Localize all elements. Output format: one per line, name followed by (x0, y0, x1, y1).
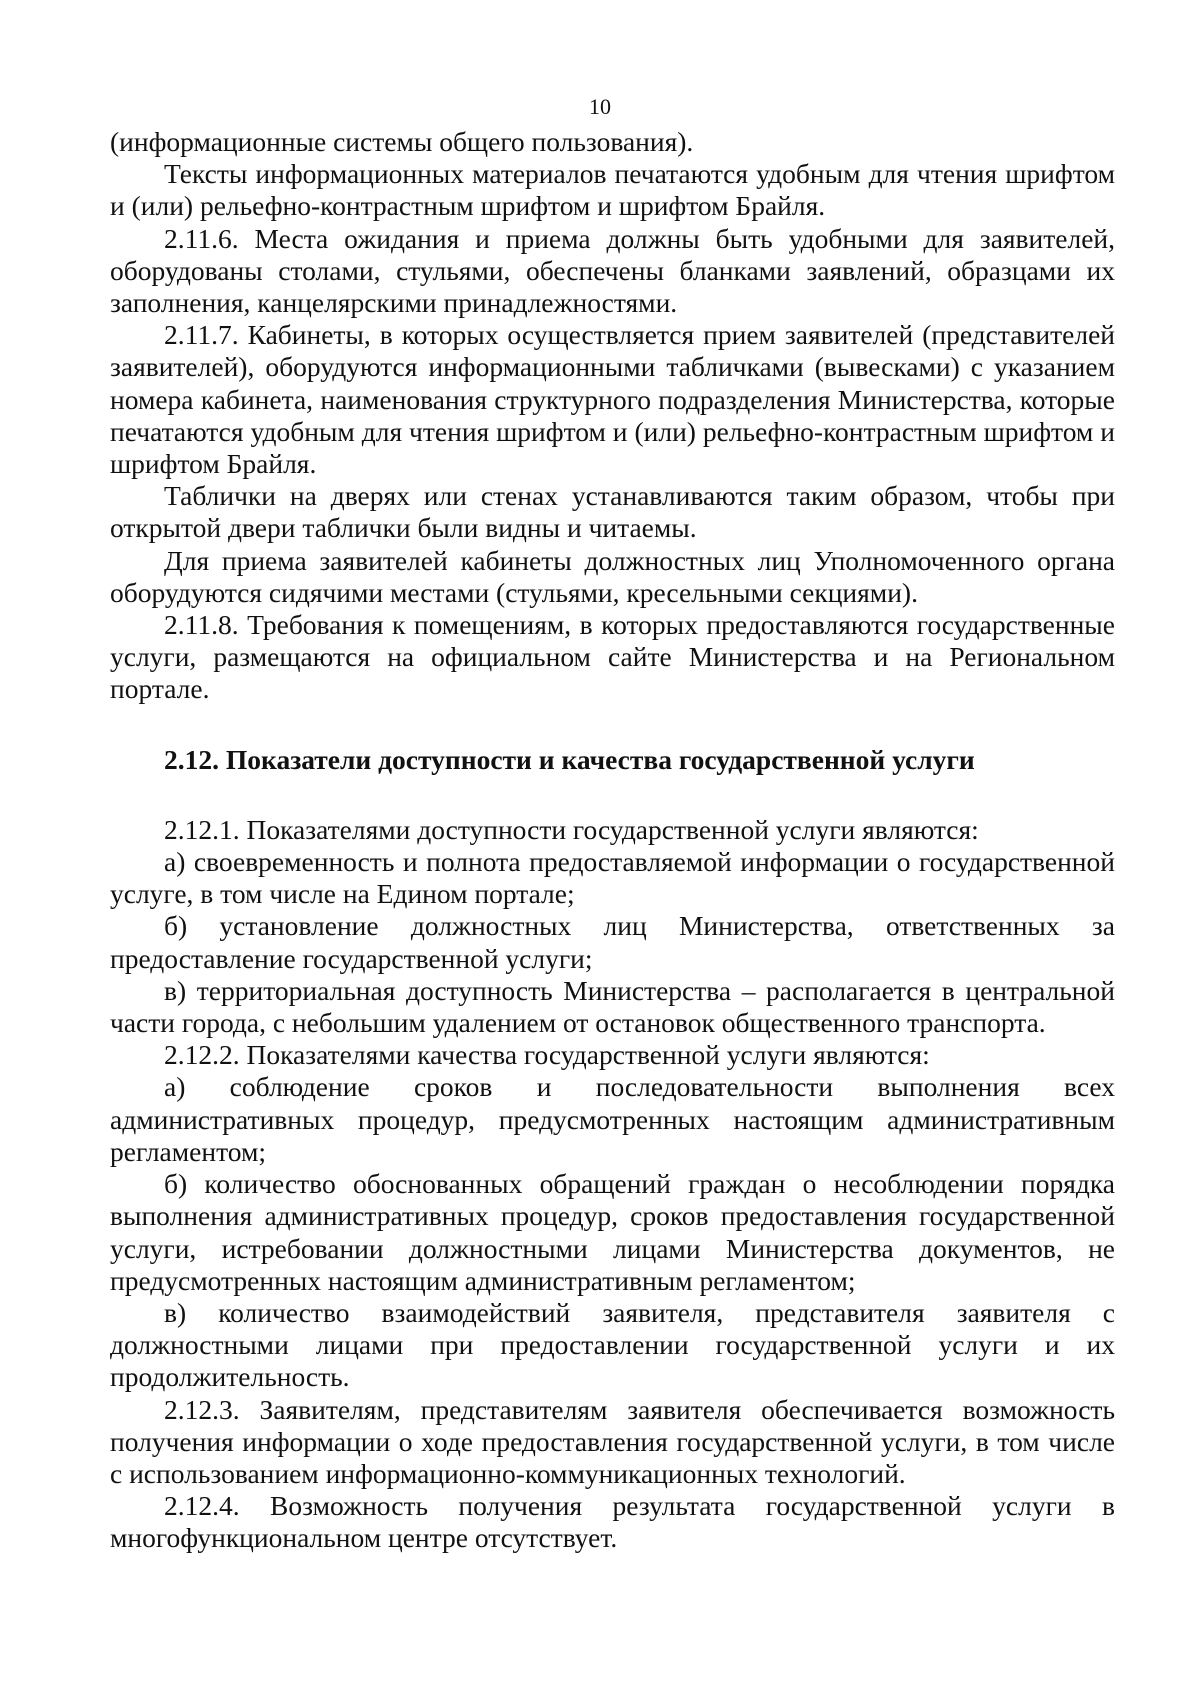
list-item: б) установление должностных лиц Министерства, ответственных за предоставление государственной услуги; (110, 910, 1115, 974)
list-item: б) количество обоснованных обращений граждан о несоблюдении порядка выполнения административных процедур, сроков предоставления государственной услуги, истребовании должностными лицами Министерства документов, не предусмотренных настоящим административным регламентом; (110, 1168, 1115, 1296)
document-body (110, 126, 1115, 1555)
paragraph: Для приема заявителей кабинеты должностных лиц Уполномоченного органа оборудуются сидячими местами (стульями, кресельными секциями). (110, 544, 1115, 608)
list-item: в) количество взаимодействий заявителя, представителя заявителя с должностными лицами при предоставлении государственной услуги и их продолжительность. (110, 1296, 1115, 1393)
paragraph: (информационные системы общего пользования). (110, 126, 694, 157)
list-item: а) соблюдение сроков и последовательности выполнения всех административных процедур, предусмотренных настоящим административным регламентом; (110, 1071, 1115, 1167)
paragraph: Тексты информационных материалов печатаются удобным для чтения шрифтом и (или) рельефно-контрастным шрифтом и шрифтом Брайля. (110, 158, 1115, 222)
paragraph: 2.11.6. Места ожидания и приема должны быть удобными для заявителей, оборудованы столами, стульями, обеспечены бланками заявлений, образцами их заполнения, канцелярскими принадлежностями. (110, 222, 1115, 319)
section-heading: 2.12. Показатели доступности и качества государственной услуги (164, 743, 975, 775)
paragraph: 2.11.8. Требования к помещениям, в которых предоставляются государственные услуги, размещаются на официальном сайте Министерства и на Региональном портале. (110, 609, 1115, 705)
page-number: 10 (589, 94, 611, 119)
list-item: а) своевременность и полнота предоставляемой информации о государственной услуге, в том числе на Едином портале; (110, 846, 1115, 910)
paragraph: 2.12.4. Возможность получения результата государственной услуги в многофункциональном центре отсутствует. (110, 1490, 1115, 1554)
paragraph: 2.12.1. Показателями доступности государственной услуги являются: (164, 813, 979, 845)
paragraph: 2.12.3. Заявителям, представителям заявителя обеспечивается возможность получения информации о ходе предоставления государственной услуги, в том числе с использованием информационно-коммуникационных технологий. (110, 1393, 1115, 1489)
list-item: в) территориальная доступность Министерства – располагается в центральной части города, с небольшим удалением от остановок общественного транспорта. (110, 974, 1115, 1039)
paragraph: Таблички на дверях или стенах устанавливаются таким образом, чтобы при открытой двери таблички были видны и читаемы. (110, 480, 1115, 544)
paragraph: 2.11.7. Кабинеты, в которых осуществляется прием заявителей (представителей заявителей), оборудуются информационными табличками (вывесками) с указанием номера кабинета, наименования структурного подразделения Министерства, которые печатаются удобным для чтения шрифтом и (или) рельефно-контрастным шрифтом и шрифтом Брайля. (110, 319, 1115, 480)
paragraph: 2.12.2. Показателями качества государственной услуги являются: (164, 1039, 930, 1071)
